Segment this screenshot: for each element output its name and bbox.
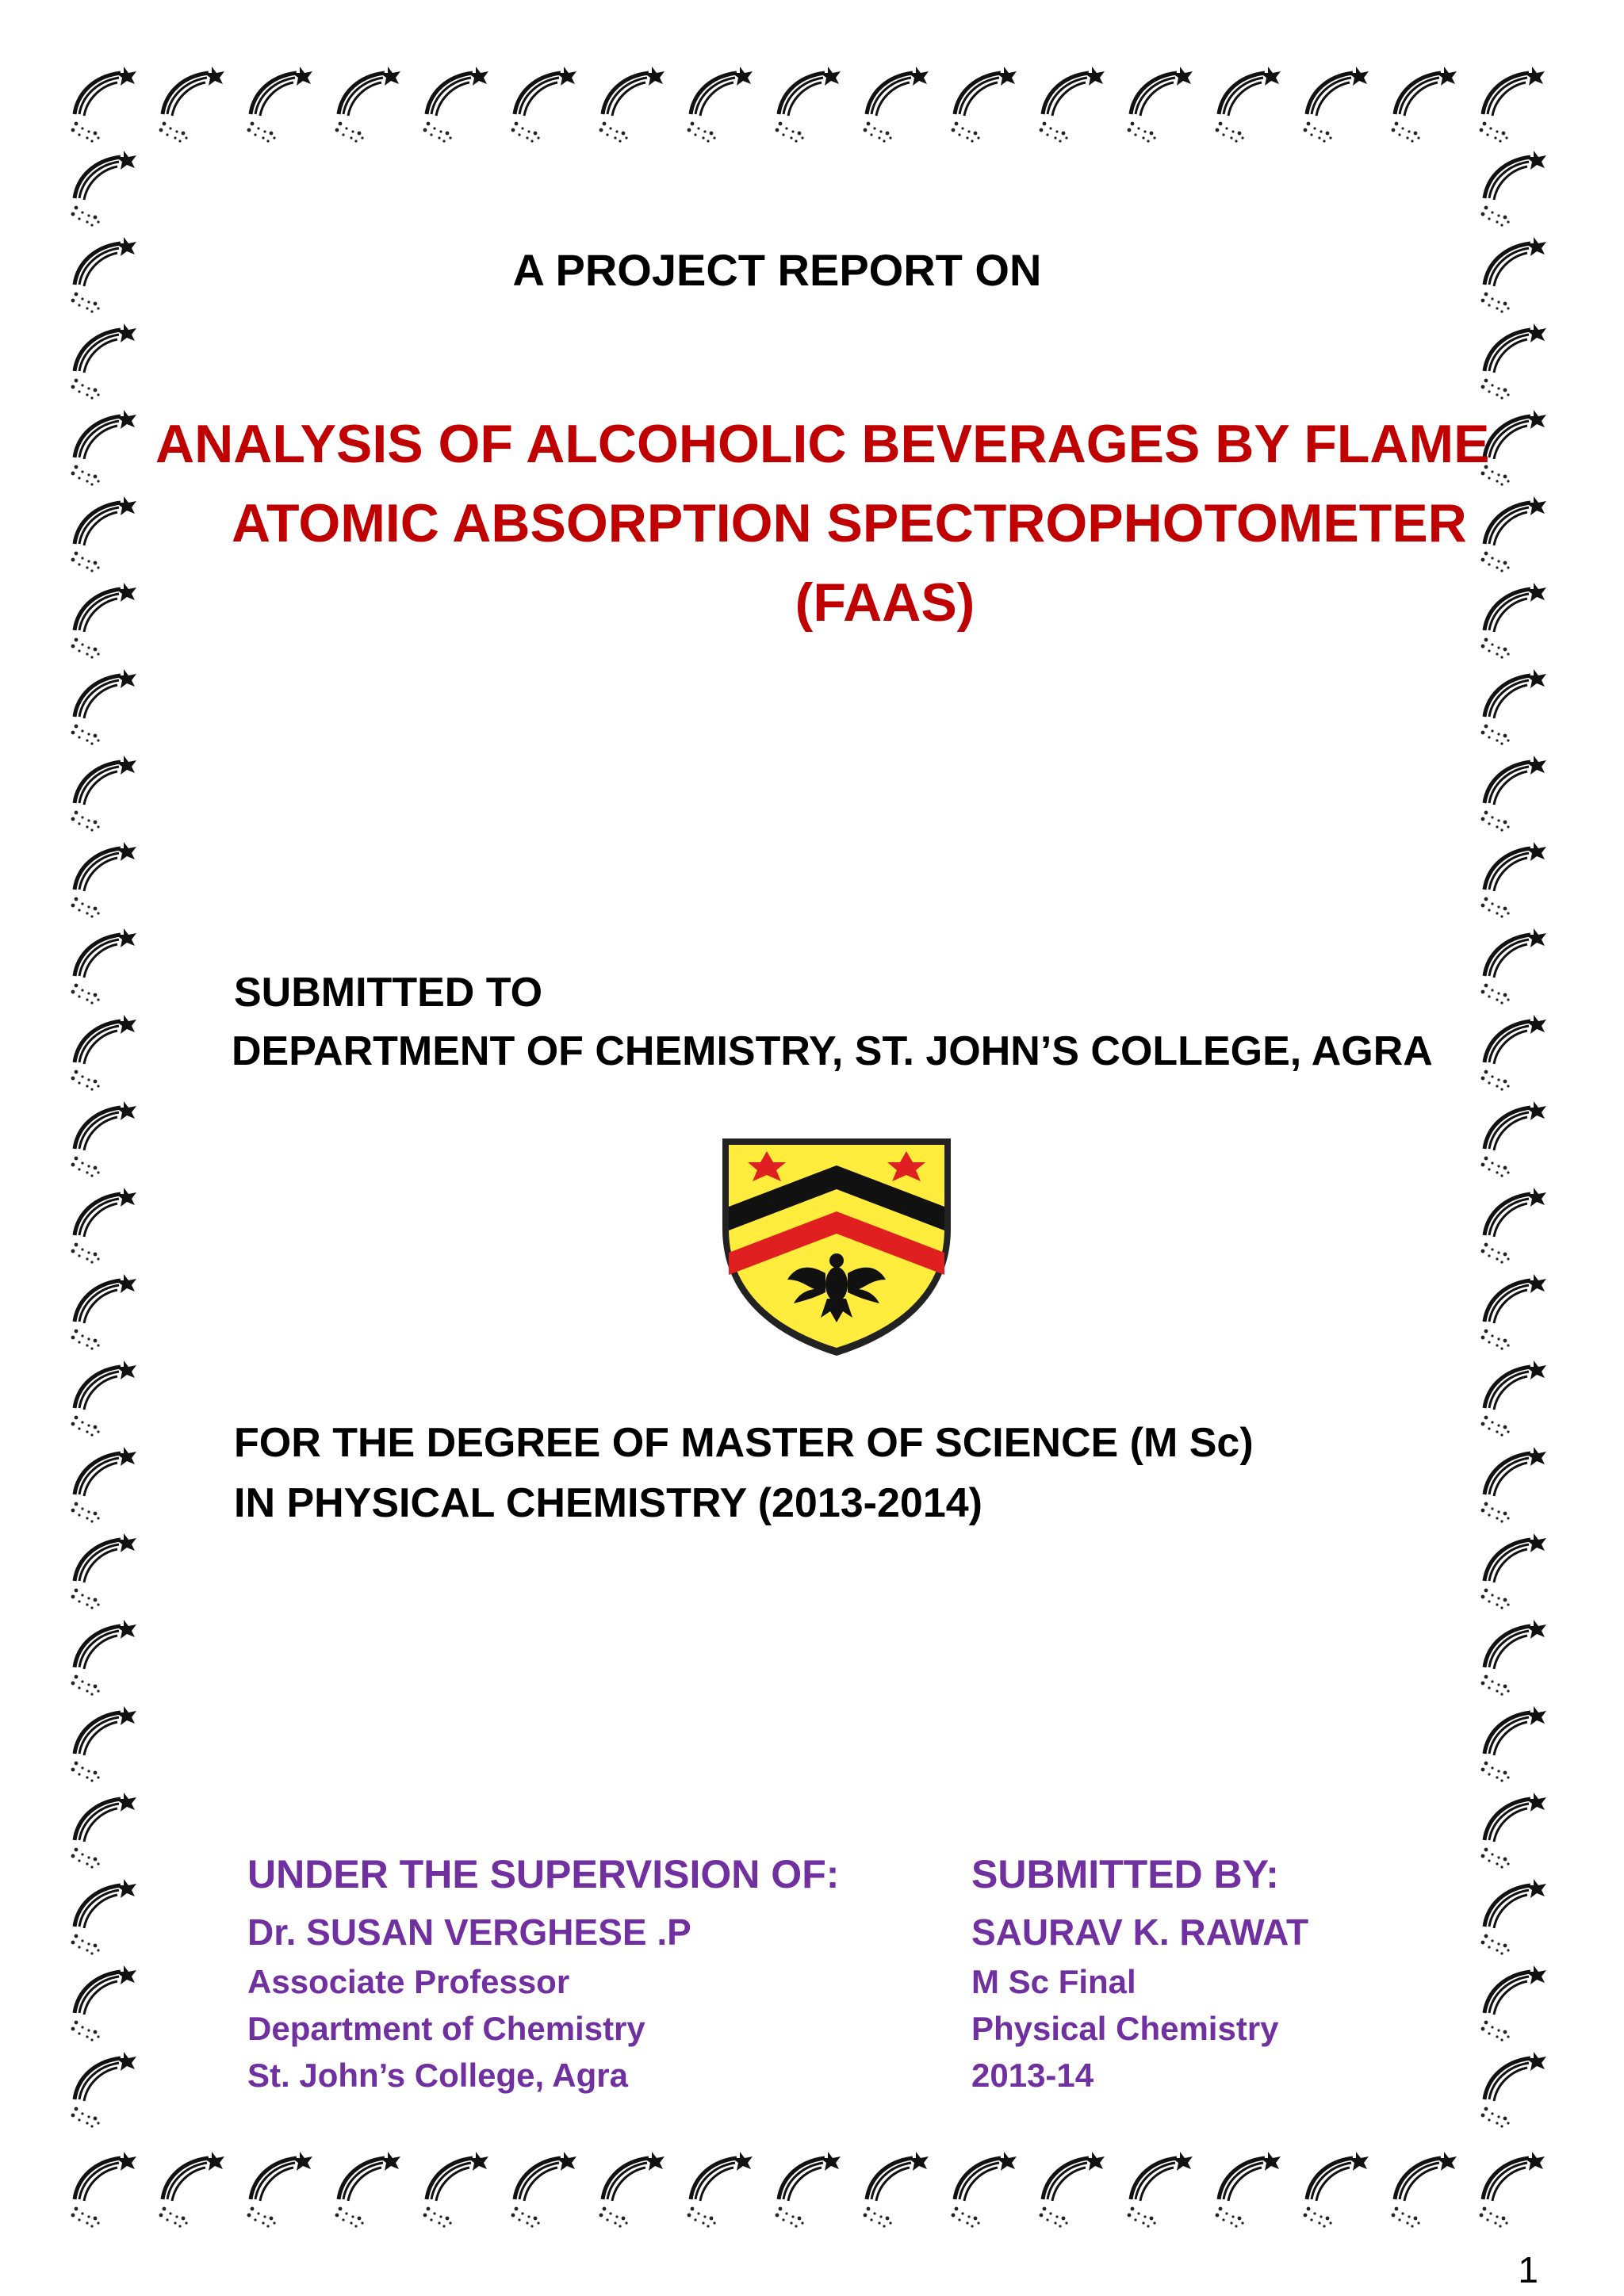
border-bottom	[63, 2147, 1570, 2242]
title-line-2: ATOMIC ABSORPTION SPECTROPHOTOMETER	[232, 493, 1467, 553]
shooting-star-icon	[1304, 67, 1369, 143]
shooting-star-icon	[423, 2152, 488, 2228]
shooting-star-icon	[599, 67, 665, 143]
border-motif-strip-top	[63, 62, 1570, 157]
shooting-star-icon	[71, 1360, 136, 1437]
department-line: DEPARTMENT OF CHEMISTRY, ST. JOHN’S COLLEGE, AGRA	[232, 1028, 1433, 1074]
supervisor-title: Associate Professor	[247, 1963, 570, 2000]
shooting-star-icon	[335, 67, 400, 143]
shooting-star-icon	[1481, 1360, 1546, 1437]
shooting-star-icon	[71, 1620, 136, 1696]
student-name: SAURAV K. RAWAT	[971, 1911, 1309, 1953]
shooting-star-icon	[71, 1793, 136, 1869]
supervisor-college: St. John’s College, Agra	[247, 2057, 628, 2094]
shooting-star-icon	[1304, 2152, 1369, 2228]
shooting-star-icon	[71, 1101, 136, 1177]
shooting-star-icon	[1480, 2152, 1545, 2228]
shooting-star-icon	[1481, 1533, 1546, 1609]
border-left	[63, 149, 159, 2147]
degree-line-1: FOR THE DEGREE OF MASTER OF SCIENCE (M Sc)	[234, 1420, 1254, 1466]
shooting-star-icon	[1481, 1620, 1546, 1696]
shooting-star-icon	[71, 1706, 136, 1782]
shooting-star-icon	[247, 2152, 312, 2228]
shooting-star-icon	[71, 756, 136, 832]
student-session: 2013-14	[971, 2057, 1094, 2094]
student-course: M Sc Final	[971, 1963, 1136, 2000]
shooting-star-icon	[1481, 1447, 1546, 1523]
shooting-star-icon	[71, 67, 136, 143]
shooting-star-icon	[1481, 496, 1546, 572]
title-line-3: (FAAS)	[795, 572, 975, 633]
shooting-star-icon	[952, 2152, 1017, 2228]
shooting-star-icon	[247, 67, 312, 143]
shooting-star-icon	[1128, 67, 1193, 143]
report-heading: A PROJECT REPORT ON	[512, 245, 1042, 295]
shooting-star-icon	[688, 2152, 753, 2228]
supervisor-name: Dr. SUSAN VERGHESE .P	[247, 1911, 691, 1953]
shooting-star-icon	[71, 842, 136, 918]
shooting-star-icon	[71, 669, 136, 745]
shooting-star-icon	[71, 1879, 136, 1955]
shooting-star-icon	[423, 67, 488, 143]
shooting-star-icon	[71, 583, 136, 659]
title-line-1: ANALYSIS OF ALCOHOLIC BEVERAGES BY FLAME	[155, 414, 1490, 474]
shooting-star-icon	[159, 2152, 224, 2228]
shooting-star-icon	[511, 2152, 576, 2228]
shooting-star-icon	[71, 1188, 136, 1264]
shooting-star-icon	[1480, 67, 1545, 143]
shooting-star-icon	[1481, 151, 1546, 227]
shooting-star-icon	[71, 928, 136, 1004]
college-crest-icon	[718, 1134, 956, 1360]
shooting-star-icon	[1216, 67, 1281, 143]
shooting-star-icon	[71, 410, 136, 486]
shooting-star-icon	[71, 1447, 136, 1523]
degree-line-2: IN PHYSICAL CHEMISTRY (2013-2014)	[234, 1480, 982, 1526]
shooting-star-icon	[71, 151, 136, 227]
page-number: 1	[1518, 2249, 1538, 2290]
shooting-star-icon	[1481, 1101, 1546, 1177]
supervisor-department: Department of Chemistry	[247, 2010, 645, 2047]
shooting-star-icon	[1128, 2152, 1193, 2228]
border-motif-strip-left	[63, 149, 159, 2147]
shooting-star-icon	[776, 2152, 841, 2228]
shooting-star-icon	[1040, 67, 1105, 143]
shooting-star-icon	[1392, 2152, 1457, 2228]
shooting-star-icon	[599, 2152, 665, 2228]
shooting-star-icon	[71, 2052, 136, 2128]
shooting-star-icon	[1481, 1706, 1546, 1782]
shooting-star-icon	[1481, 1188, 1546, 1264]
border-motif-strip-bottom	[63, 2147, 1570, 2242]
shooting-star-icon	[1481, 323, 1546, 400]
shooting-star-icon	[688, 67, 753, 143]
shooting-star-icon	[1481, 1015, 1546, 1091]
shooting-star-icon	[1481, 756, 1546, 832]
supervisor-heading: UNDER THE SUPERVISION OF:	[247, 1852, 840, 1896]
shooting-star-icon	[864, 2152, 929, 2228]
shooting-star-icon	[1040, 2152, 1105, 2228]
shooting-star-icon	[71, 1533, 136, 1609]
shooting-star-icon	[159, 67, 224, 143]
shooting-star-icon	[1481, 669, 1546, 745]
student-subject: Physical Chemistry	[971, 2010, 1279, 2047]
shooting-star-icon	[71, 496, 136, 572]
shooting-star-icon	[1481, 928, 1546, 1004]
shooting-star-icon	[1481, 1879, 1546, 1955]
shooting-star-icon	[511, 67, 576, 143]
shooting-star-icon	[71, 323, 136, 400]
shooting-star-icon	[1392, 67, 1457, 143]
shooting-star-icon	[1481, 842, 1546, 918]
shooting-star-icon	[335, 2152, 400, 2228]
shooting-star-icon	[71, 1015, 136, 1091]
shooting-star-icon	[1481, 2052, 1546, 2128]
border-top	[63, 62, 1570, 157]
shooting-star-icon	[952, 67, 1017, 143]
shooting-star-icon	[1481, 1274, 1546, 1350]
shooting-star-icon	[1481, 410, 1546, 486]
submitted-to-label: SUBMITTED TO	[234, 970, 543, 1016]
shooting-star-icon	[1481, 1965, 1546, 2042]
shooting-star-icon	[864, 67, 929, 143]
student-heading: SUBMITTED BY:	[971, 1852, 1279, 1896]
shooting-star-icon	[1216, 2152, 1281, 2228]
shooting-star-icon	[1481, 1793, 1546, 1869]
shooting-star-icon	[71, 2152, 136, 2228]
shooting-star-icon	[776, 67, 841, 143]
shooting-star-icon	[71, 1274, 136, 1350]
shooting-star-icon	[71, 1965, 136, 2042]
